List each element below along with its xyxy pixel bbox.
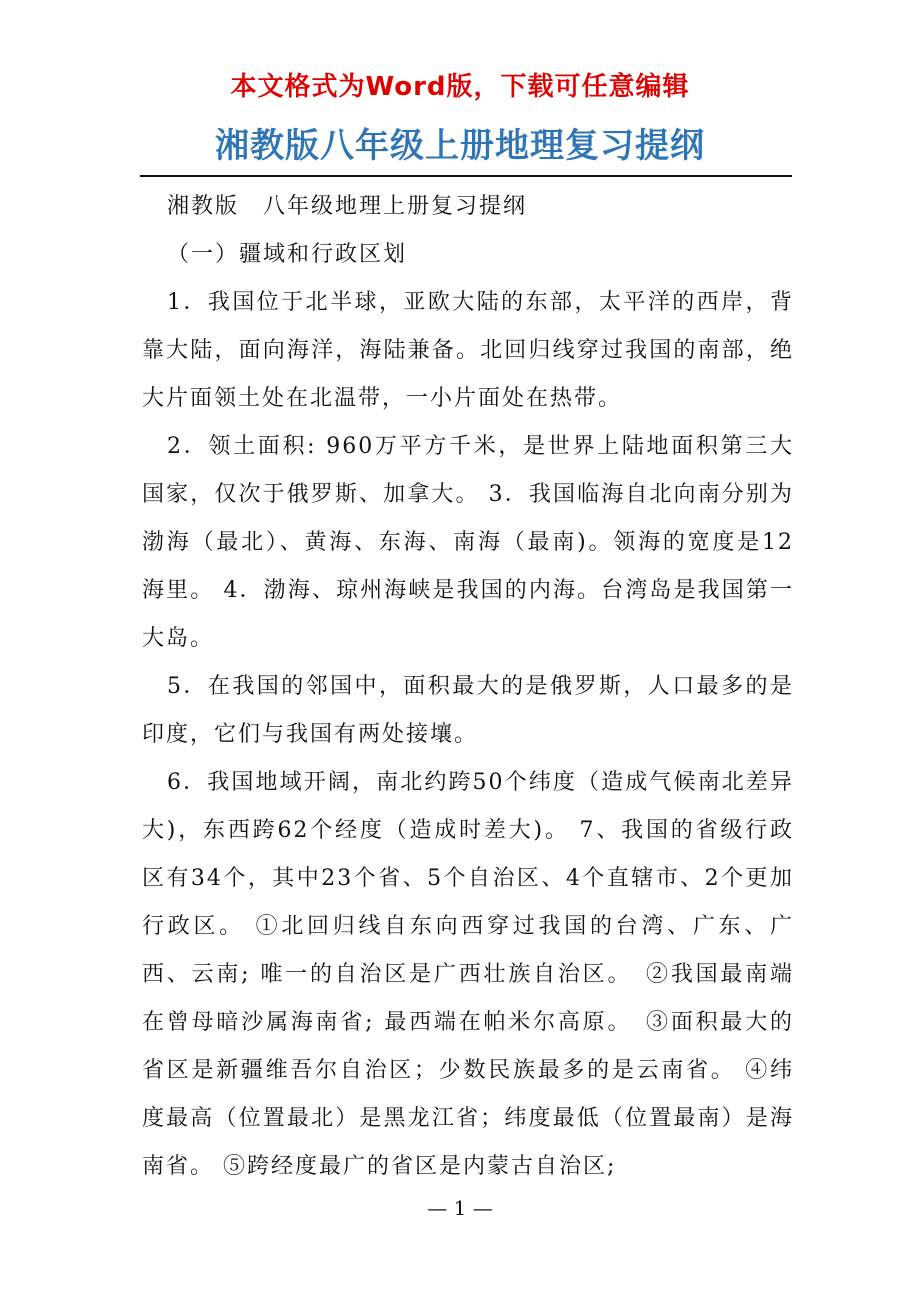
title-divider [140,175,792,177]
page-number: — 1 — [427,1196,493,1220]
paragraph: 6．我国地域开阔，南北约跨50个纬度（造成气候南北差异大)，东西跨62个经度（造成时差大)。 7、我国的省级行政区有34个，其中23个省、5个自治区、4个直辖市、2个更加行政区。 ①北回归线自东向西穿过我国的台湾、广东、广西、云南; 唯一的自治区是广西壮族自治区。 ②我国最南端在曾母暗沙属海南省; 最西端在帕米尔高原。 ③面积最大的省区是新疆维吾尔自治区；少数民族最多的是云南省。 ④纬度最高（位置最北）是黑龙江省；纬度最低（位置最南）是海南省。 ⑤跨经度最广的省区是内蒙古自治区; [142,770,794,1179]
format-banner: 本文格式为Word版，下载可任意编辑 [230,72,690,102]
paragraph: 1．我国位于北半球，亚欧大陆的东部，太平洋的西岸，背靠大陆，面向海洋，海陆兼备。北回归线穿过我国的南部，绝大片面领土处在北温带，一小片面处在热带。 [142,290,794,411]
subtitle: 湘教版 八年级地理上册复习提纲 [167,194,528,219]
section-heading: （一）疆域和行政区划 [167,242,408,267]
document-body [142,183,794,1191]
paragraph: 5．在我国的邻国中，面积最大的是俄罗斯，人口最多的是印度，它们与我国有两处接壤。 [142,674,794,747]
document-title: 湘教版八年级上册地理复习提纲 [215,126,705,166]
paragraph: 2．领土面积: 960万平方千米，是世界上陆地面积第三大国家，仅次于俄罗斯、加拿大。 3．我国临海自北向南分别为渤海（最北）、黄海、东海、南海（最南)。领海的宽度是12海里。 4．渤海、琼州海峡是我国的内海。台湾岛是我国第一大岛。 [142,434,794,651]
